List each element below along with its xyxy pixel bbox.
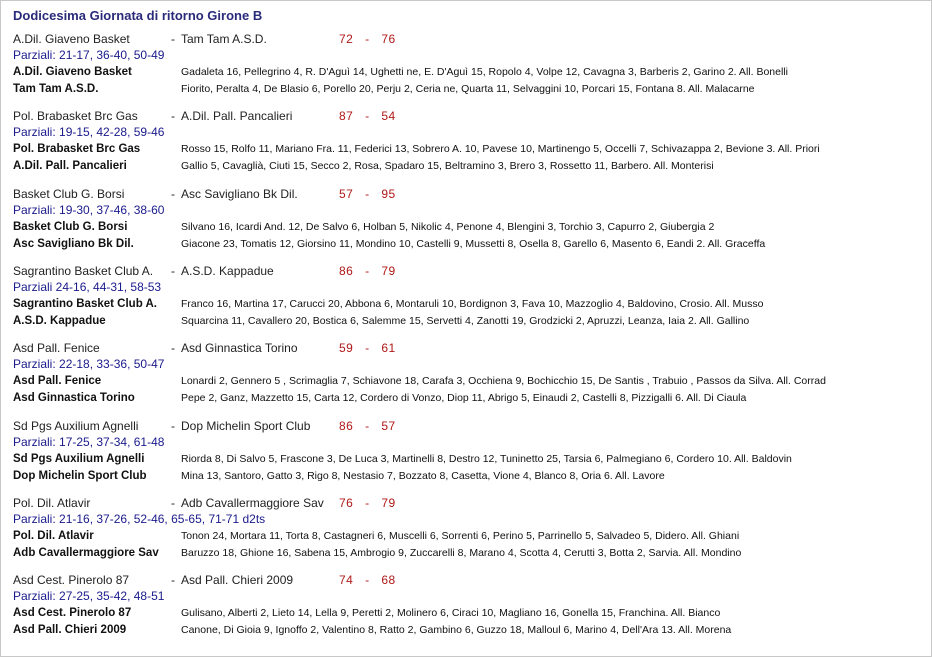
score-separator: -	[365, 573, 370, 588]
away-roster-team: Adb Cavallermaggiore Sav	[13, 546, 159, 559]
home-team-name: Pol. Brabasket Brc Gas	[13, 109, 138, 124]
final-score	[339, 341, 396, 355]
game-block	[1, 109, 931, 186]
game-block	[1, 496, 931, 573]
final-score	[339, 419, 396, 433]
away-score: 68	[381, 573, 396, 588]
home-team-name: Sd Pgs Auxilium Agnelli	[13, 418, 139, 433]
away-team-name: Asc Savigliano Bk Dil.	[181, 186, 298, 201]
match-separator: -	[171, 32, 175, 46]
home-roster-team: Sagrantino Basket Club A.	[13, 297, 157, 310]
score-separator: -	[365, 495, 370, 510]
home-score: 72	[339, 32, 354, 46]
away-roster-players: Gallio 5, Cavaglià, Ciuti 15, Secco 2, Rosa, Spadaro 15, Beltramino 3, Brero 3, Rossetto 11, Barbero. All. Monterisi	[181, 160, 714, 173]
away-score: 76	[381, 32, 396, 46]
game-block	[1, 32, 931, 109]
partial-scores-text: Parziali: 19-15, 42-28, 59-46	[13, 125, 165, 140]
home-roster-players: Gadaleta 16, Pellegrino 4, R. D'Aguì 14, Ughetti ne, E. D'Aguì 15, Ropolo 4, Volpe 12, Cavagna 3, Barberis 2, Garino 2. All. Bonelli	[181, 66, 788, 78]
home-team-name: Asd Pall. Fenice	[13, 341, 100, 356]
away-score: 79	[381, 263, 396, 278]
home-roster-team: Asd Cest. Pinerolo 87	[13, 607, 132, 620]
game-block	[1, 419, 931, 496]
final-score	[339, 109, 396, 123]
home-roster-players: Franco 16, Martina 17, Carucci 20, Abbona 6, Montaruli 10, Bordignon 3, Fava 10, Mazzoglio 4, Baldovino, Crosio. All. Musso	[181, 297, 764, 310]
home-score: 76	[339, 495, 354, 510]
away-team-name: Tam Tam A.S.D.	[181, 32, 267, 46]
home-roster-players: Gulisano, Alberti 2, Lieto 14, Lella 9, Peretti 2, Molinero 6, Ciraci 10, Magliano 16, Gonella 15, Franchina. All. Bianco	[181, 607, 721, 620]
home-team-name: Asd Cest. Pinerolo 87	[13, 573, 130, 588]
home-team-name: Pol. Dil. Atlavir	[13, 495, 91, 510]
match-separator: -	[171, 186, 175, 201]
away-roster-team: A.S.D. Kappadue	[13, 314, 106, 327]
final-score	[339, 264, 396, 278]
away-roster-players: Canone, Di Gioia 9, Ignoffo 2, Valentino 8, Ratto 2, Gambino 6, Guzzo 18, Malloul 6, Marino 4, Dell'Ara 13. All. Morena	[181, 624, 732, 637]
match-separator: -	[171, 418, 175, 433]
home-score: 74	[339, 573, 354, 588]
away-roster-players: Giacone 23, Tomatis 12, Giorsino 11, Mondino 10, Castelli 9, Mussetti 8, Osella 8, Garello 6, Masento 6, Eandi 2. All. Graceffa	[181, 237, 766, 250]
match-separator: -	[171, 109, 175, 124]
away-score: 95	[381, 186, 396, 201]
home-roster-team: Basket Club G. Borsi	[13, 220, 128, 233]
home-roster-team: Sd Pgs Auxilium Agnelli	[13, 452, 145, 465]
score-separator: -	[365, 263, 370, 278]
away-team-name: A.Dil. Pall. Pancalieri	[181, 109, 293, 124]
away-roster-players: Fiorito, Peralta 4, De Blasio 6, Porello 20, Perju 2, Ceria ne, Quarta 11, Selvaggini 10, Porcari 15, Fontana 8. All. Malacarne	[181, 83, 755, 95]
score-separator: -	[365, 109, 370, 124]
home-roster-team: A.Dil. Giaveno Basket	[13, 66, 132, 78]
partial-scores-text: Parziali: 27-25, 35-42, 48-51	[13, 589, 165, 604]
home-score: 59	[339, 341, 354, 356]
final-score	[339, 573, 396, 587]
partial-scores-text: Parziali: 21-17, 36-40, 50-49	[13, 48, 165, 62]
home-roster-team: Pol. Dil. Atlavir	[13, 529, 94, 542]
away-team-name: Asd Ginnastica Torino	[181, 341, 298, 356]
away-score: 61	[381, 341, 396, 356]
partial-scores-text: Parziali: 22-18, 33-36, 50-47	[13, 357, 165, 372]
away-team-name: Asd Pall. Chieri 2009	[181, 573, 294, 588]
away-team-name: Dop Michelin Sport Club	[181, 418, 311, 433]
away-roster-team: Asd Ginnastica Torino	[13, 392, 135, 405]
home-roster-team: Pol. Brabasket Brc Gas	[13, 143, 141, 156]
away-team-name: A.S.D. Kappadue	[181, 263, 274, 278]
partial-scores-text: Parziali: 21-16, 37-26, 52-46, 65-65, 71-71 d2ts	[13, 511, 266, 526]
away-score: 79	[381, 495, 396, 510]
partial-scores-text: Parziali: 19-30, 37-46, 38-60	[13, 202, 165, 217]
home-team-name: A.Dil. Giaveno Basket	[13, 32, 130, 46]
home-score: 57	[339, 186, 354, 201]
home-team-name: Sagrantino Basket Club A.	[13, 263, 154, 278]
home-score: 87	[339, 109, 354, 124]
page-title: Dodicesima Giornata di ritorno Girone B	[13, 8, 263, 23]
score-separator: -	[365, 418, 370, 433]
away-team-name: Adb Cavallermaggiore Sav	[181, 495, 324, 510]
away-score: 57	[381, 418, 396, 433]
partial-scores-text: Parziali: 17-25, 37-34, 61-48	[13, 434, 165, 449]
away-roster-team: A.Dil. Pall. Pancalieri	[13, 160, 127, 173]
away-roster-team: Dop Michelin Sport Club	[13, 469, 147, 482]
away-score: 54	[381, 109, 396, 124]
away-roster-team: Tam Tam A.S.D.	[13, 83, 99, 95]
away-roster-players: Baruzzo 18, Ghione 16, Sabena 15, Ambrogio 9, Zuccarelli 8, Marano 4, Scotta 4, Cerutti 3, Botta 2, Sarvia. All. Mondino	[181, 546, 742, 559]
partial-scores-text: Parziali 24-16, 44-31, 58-53	[13, 279, 162, 294]
score-separator: -	[365, 341, 370, 356]
away-roster-team: Asc Savigliano Bk Dil.	[13, 237, 134, 250]
home-team-name: Basket Club G. Borsi	[13, 186, 125, 201]
home-score: 86	[339, 263, 354, 278]
match-separator: -	[171, 341, 175, 356]
final-score	[339, 32, 396, 46]
home-roster-players: Tonon 24, Mortara 11, Torta 8, Castagneri 6, Muscelli 6, Sorrenti 6, Perino 5, Parrinello 5, Salvadeo 5, Didero. All. Ghiani	[181, 529, 740, 542]
final-score	[339, 187, 396, 201]
game-block	[1, 187, 931, 264]
away-roster-players: Mina 13, Santoro, Gatto 3, Rigo 8, Nestasio 7, Bozzato 8, Casetta, Vione 4, Blanco 8, Oria 6. All. Lavore	[181, 469, 665, 482]
game-block	[1, 341, 931, 418]
score-separator: -	[365, 186, 370, 201]
home-roster-team: Asd Pall. Fenice	[13, 375, 102, 388]
game-block	[1, 264, 931, 341]
score-separator: -	[365, 32, 370, 46]
match-separator: -	[171, 495, 175, 510]
game-block	[1, 573, 931, 650]
home-roster-players: Rosso 15, Rolfo 11, Mariano Fra. 11, Federici 13, Sobrero A. 10, Pavese 10, Martinengo 5, Occelli 7, Schivazappa 2, Bevione 3. All. Priori	[181, 143, 820, 156]
away-roster-players: Pepe 2, Ganz, Mazzetto 15, Carta 12, Cordero di Vonzo, Diop 11, Abrigo 5, Einaudi 2, Castelli 8, Pizzigalli 6. All. Di Ciaula	[181, 392, 747, 405]
home-roster-players: Lonardi 2, Gennero 5 , Scrimaglia 7, Schiavone 18, Carafa 3, Occhiena 9, Bochicchio 15, De Santis , Trabuio , Passos da Silva. All. Corrad	[181, 375, 826, 388]
home-roster-players: Riorda 8, Di Salvo 5, Frascone 3, De Luca 3, Martinelli 8, Destro 12, Tuninetto 25, Tarsia 6, Palmegiano 6, Cordero 10. All. Baldovin	[181, 452, 792, 465]
final-score	[339, 496, 396, 510]
away-roster-players: Squarcina 11, Cavallero 20, Bostica 6, Salemme 15, Servetti 4, Zanotti 19, Grodzicki 2, Apruzzi, Leanza, Iaia 2. All. Gallino	[181, 314, 750, 327]
home-score: 86	[339, 418, 354, 433]
home-roster-players: Silvano 16, Icardi And. 12, De Salvo 6, Holban 5, Nikolic 4, Penone 4, Blengini 3, Torchio 3, Capurro 2, Giubergia 2	[181, 220, 715, 233]
away-roster-team: Asd Pall. Chieri 2009	[13, 624, 127, 637]
match-separator: -	[171, 573, 175, 588]
match-separator: -	[171, 263, 175, 278]
